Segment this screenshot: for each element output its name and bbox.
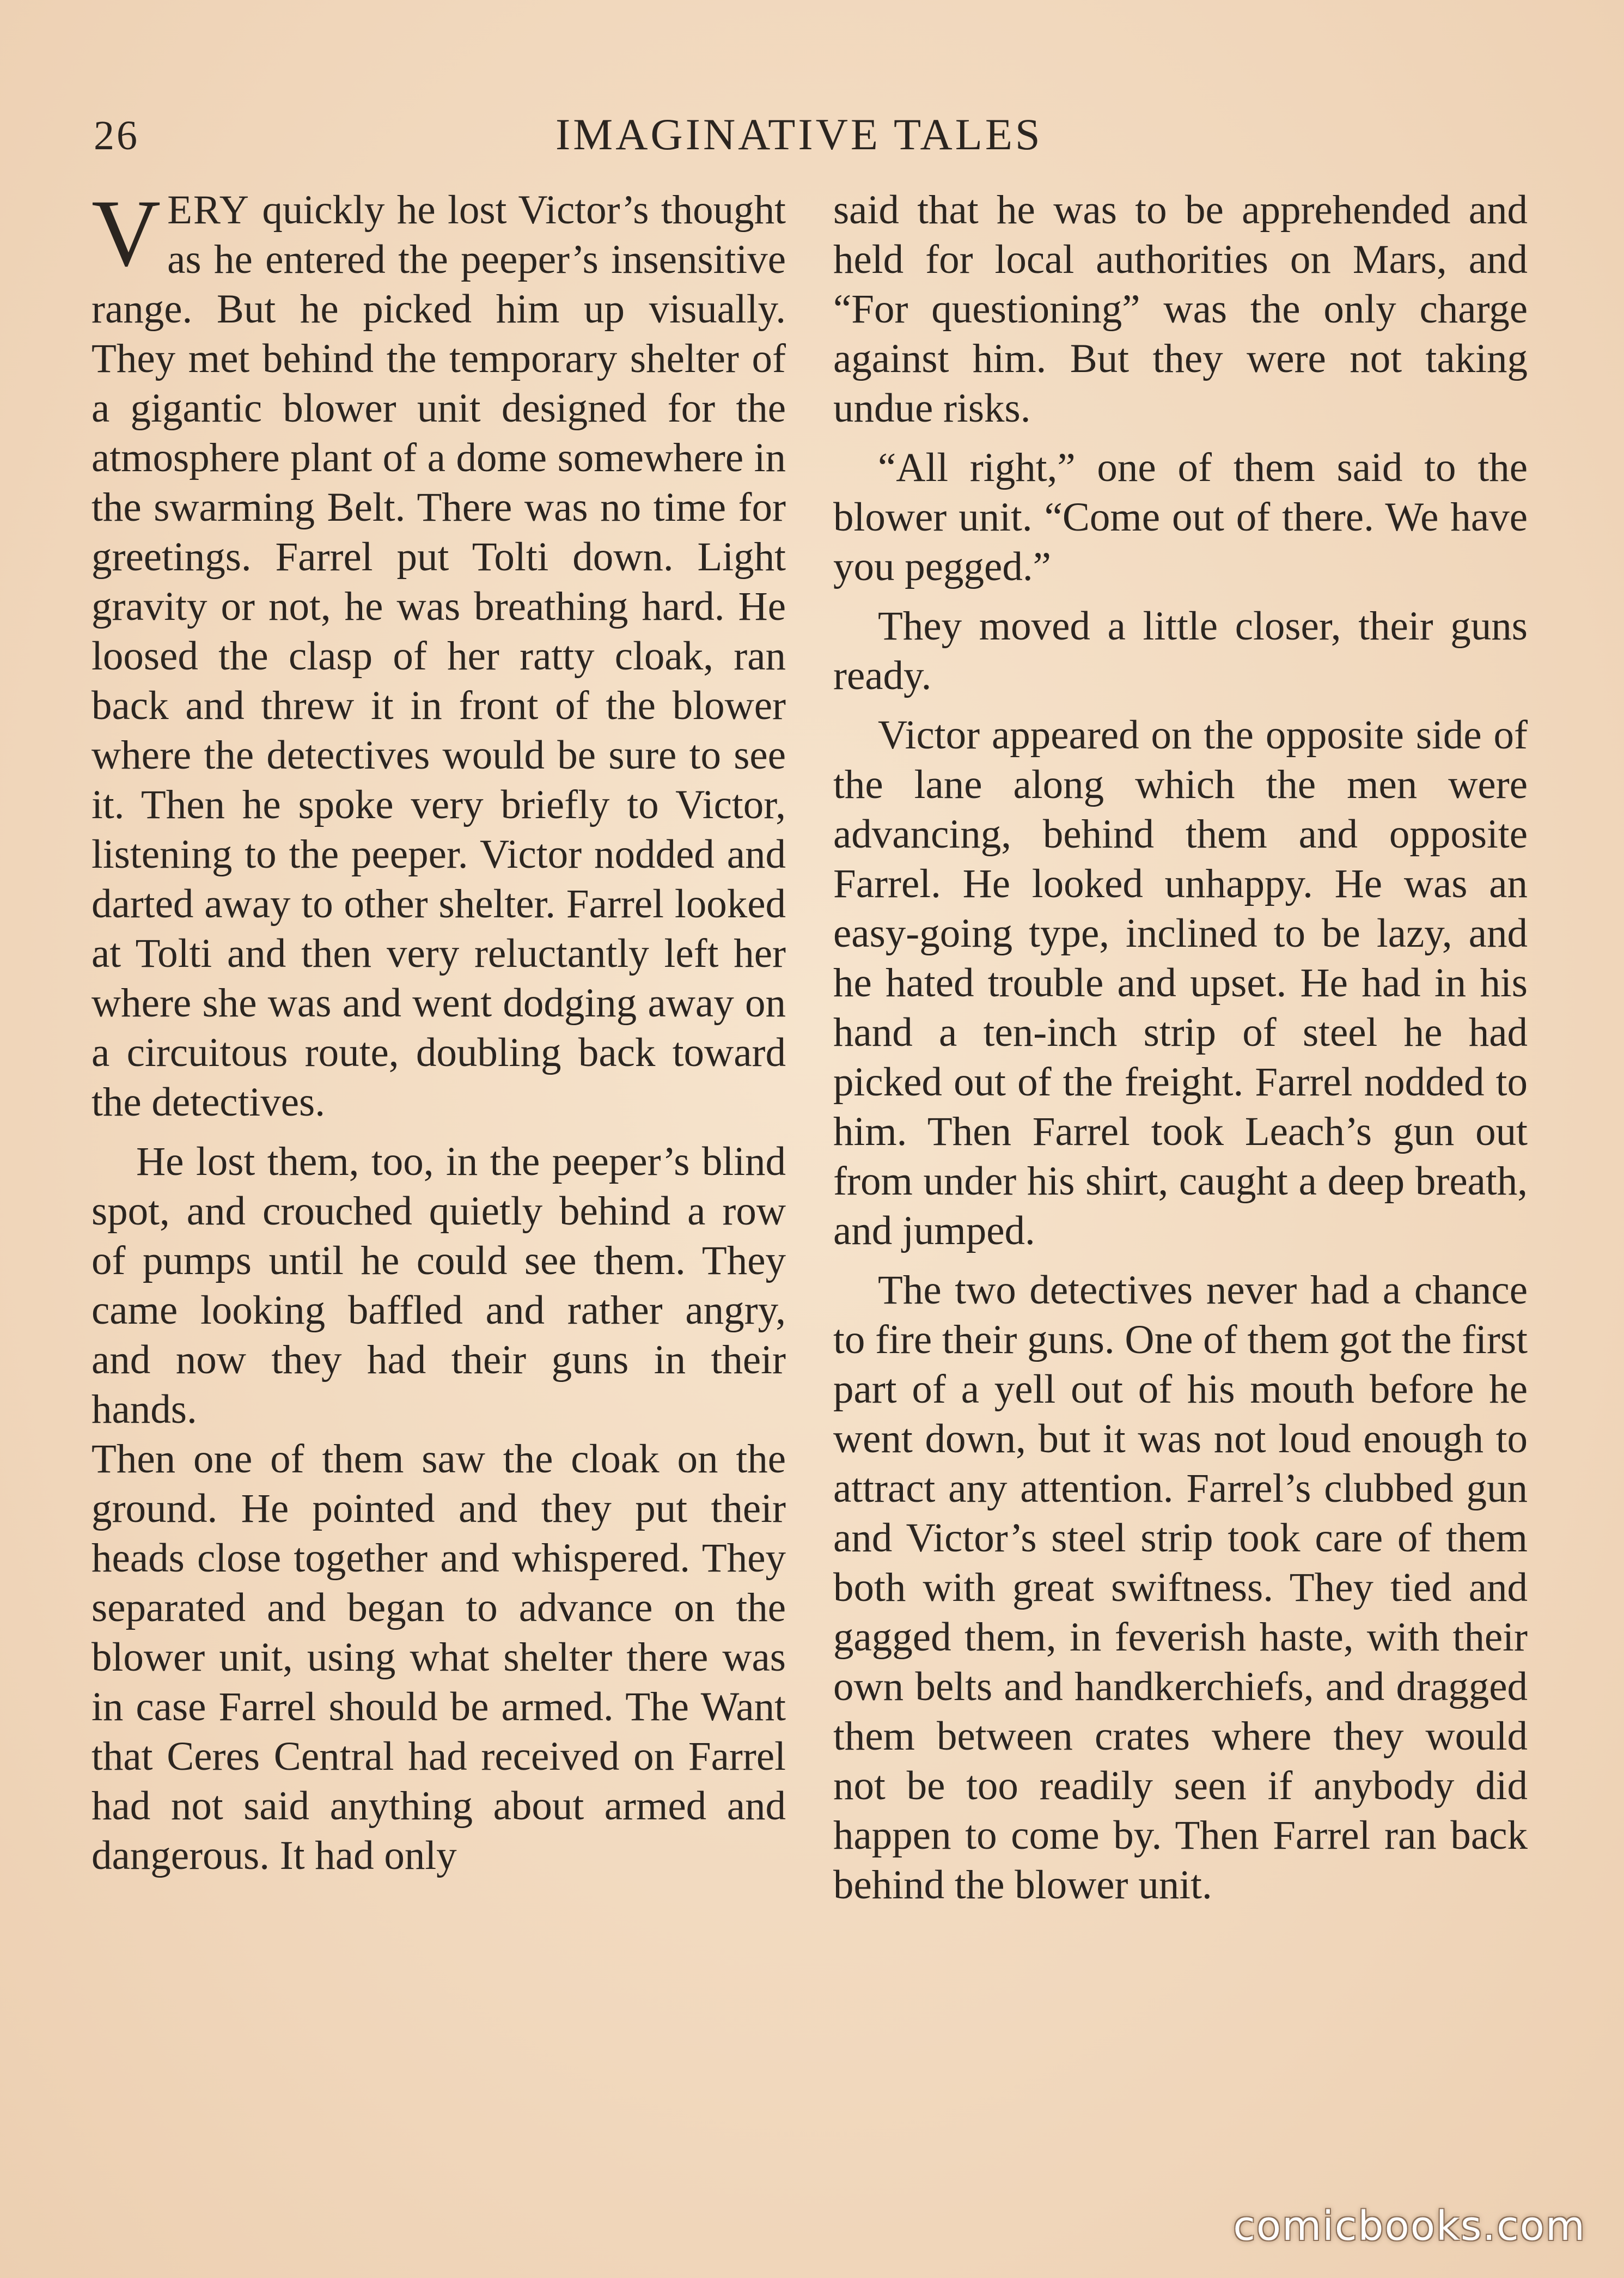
page-number: 26 (94, 113, 139, 159)
paragraph: The two detectives never had a chance to fire their guns. One of them got the first part of a yell out of his mouth before he went down, but it was not loud enough to attract any attention. Farrel’s clubbed gun and Victor’s steel strip took care of them both with great swiftness. They tied and gagged them, in feverish haste, with their own belts and handkerchiefs, and dragged them between crates where they would not be too readily seen if anybody did happen to come by. Then Farrel ran back behind the blower unit. (833, 1268, 1528, 1908)
paragraph (91, 180, 786, 1127)
paragraph: Victor appeared on the opposite side of the lane along which the men were advancing, behind them and opposite Farrel. He looked unhappy. He was an easy-going type, inclined to be lazy, and he hated trouble and upset. He had in his hand a ten-inch strip of steel he had picked out of the freight. Farrel nodded to him. Then Farrel took Leach’s gun out from under his shirt, caught a deep breath, and jumped. (833, 712, 1528, 1253)
lead-caps: ERY (167, 187, 250, 233)
page-header (0, 103, 1624, 163)
watermark-logo: comicbooks.com (1233, 2203, 1586, 2250)
paragraph-text: quickly he lost Victor’s thought as he entered the peeper’s insensitive range. But he picked him up visually. They met behind the temporary shelter of a gigantic blower unit designed for the atmosphere plant of a dome somewhere in the swarming Belt. There was no time for greetings. Farrel put Tolti down. Light gravity or not, he was breathing hard. He loosed the clasp of her ratty cloak, ran back and threw it in front of the blower where the detectives would be sure to see it. Then he spoke very briefly to Victor, listening to the peeper. Victor nodded and darted away to other shelter. Farrel looked at Tolti and then very reluctantly left her where she was and went dodging away on a circuitous route, doubling back toward the detectives. (91, 187, 786, 1125)
paragraph: Then one of them saw the cloak on the ground. He pointed and they put their heads close together and whispered. They separated and began to advance on the blower unit, using what shelter there was in case Farrel should be armed. The Want that Ceres Central had received on Farrel had not said anything about armed and dangerous. It had only (91, 1436, 786, 1878)
paragraph: “All right,” one of them said to the blower unit. “Come out of there. We have you pegged.” (833, 445, 1528, 589)
drop-cap: V (91, 180, 161, 287)
paragraph: said that he was to be apprehended and held for local authorities on Mars, and “For questioning” was the only charge against him. But they were not taking undue risks. (833, 187, 1528, 431)
paragraph: He lost them, too, in the peeper’s blind spot, and crouched quietly behind a row of pumps until he could see them. They came looking baffled and rather angry, and now they had their guns in their hands. (91, 1139, 786, 1432)
running-title: IMAGINATIVE TALES (555, 109, 1043, 159)
left-column (91, 180, 786, 1890)
paragraph: They moved a little closer, their guns ready. (833, 604, 1528, 698)
right-column (833, 185, 1528, 1920)
